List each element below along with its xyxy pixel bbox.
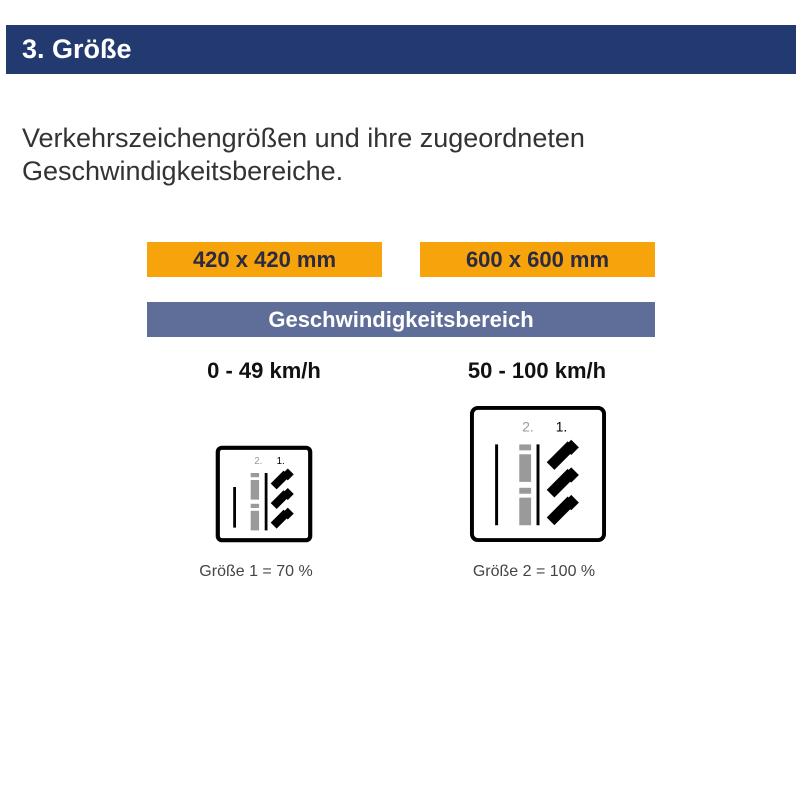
sign-label-primary: 1. xyxy=(555,419,568,435)
lane-sequence-sign-icon-small xyxy=(215,445,313,543)
lane-sequence-sign-icon-large xyxy=(469,405,607,543)
intro-text: Verkehrszeichengrößen und ihre zugeordneten Geschwindigkeitsbereiche. xyxy=(22,123,585,186)
size-label-1: 420 x 420 mm xyxy=(147,242,382,277)
speed-range-band: Geschwindigkeitsbereich xyxy=(147,302,655,337)
speed-range-2: 50 - 100 km/h xyxy=(467,358,607,383)
sign-frame xyxy=(218,448,310,540)
speed-range-1: 0 - 49 km/h xyxy=(207,358,321,383)
size-label-2: 600 x 600 mm xyxy=(420,242,655,277)
size-caption-2: Größe 2 = 100 % xyxy=(472,563,596,580)
sign-label-primary: 1. xyxy=(276,455,285,467)
size-caption-1: Größe 1 = 70 % xyxy=(199,563,313,580)
sign-label-secondary: 2. xyxy=(522,419,534,435)
page-title: 3. Größe xyxy=(6,25,796,74)
sign-label-secondary: 2. xyxy=(254,455,263,467)
